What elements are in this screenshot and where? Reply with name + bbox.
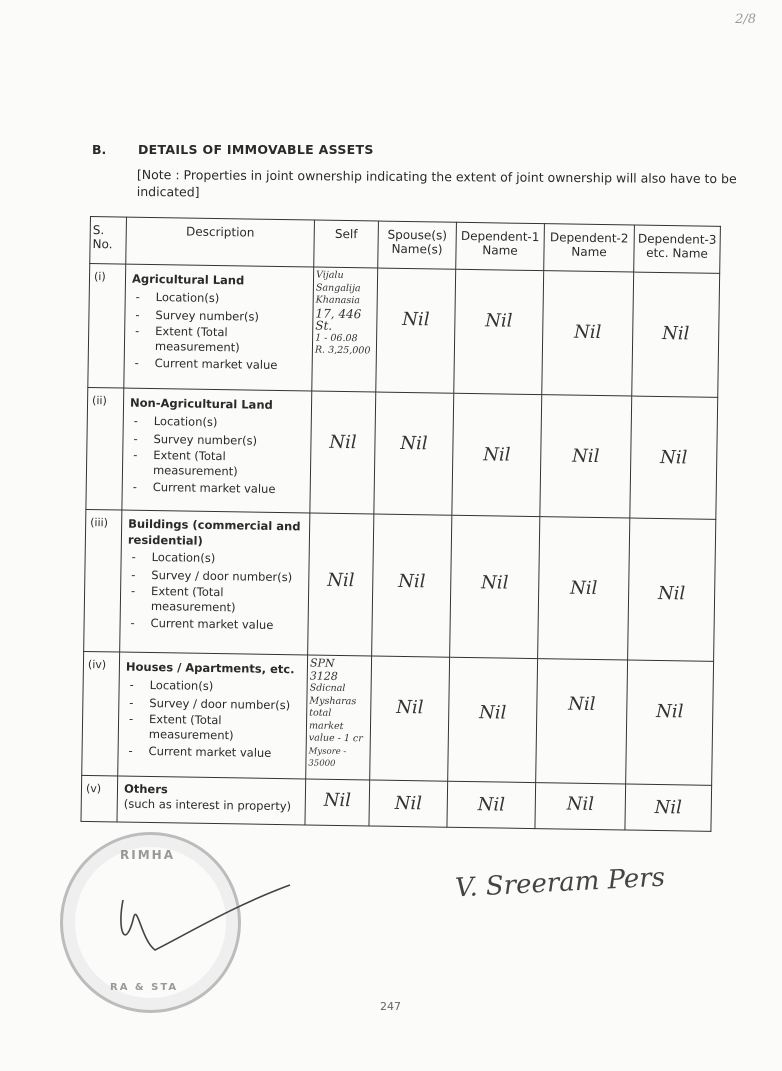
dependent-2-value: Nil [540, 395, 632, 518]
row-item: - Survey / door number(s) [127, 566, 302, 587]
dependent-2-value: Nil [542, 271, 634, 396]
row-category: Buildings (commercial and residential) [127, 516, 301, 548]
row-category: Houses / Apartments, etc. [125, 659, 295, 677]
self-value: Nil [308, 513, 374, 656]
row-sno: (ii) [86, 387, 124, 510]
row-item: - Survey / door number(s) [125, 694, 300, 715]
handwritten-line: Mysharas [309, 695, 357, 707]
row-item: - Survey number(s) [131, 306, 306, 327]
spouse-value: Nil [376, 268, 456, 393]
spouse-value: Nil [372, 514, 452, 657]
handwritten-line: Vijalu [316, 269, 344, 281]
dependent-3-value: Nil [628, 518, 716, 661]
self-value [306, 655, 372, 780]
handwritten-line: Mysore - 35000 [308, 746, 347, 769]
row-item: - Location(s) [126, 676, 301, 697]
row-sno: (i) [88, 264, 126, 389]
row-description [122, 388, 312, 513]
row-sno: (v) [81, 775, 118, 822]
seal-bottom-text: RA & STA [110, 982, 179, 993]
dependent-3-value: Nil [632, 272, 720, 397]
row-sno: (iii) [84, 509, 122, 652]
dependent-3-value: Nil [626, 660, 714, 785]
handwritten-line: 3128 [309, 669, 338, 683]
row-item: - Location(s) [130, 412, 305, 433]
handwritten-line: 1 - 06.08 [315, 332, 358, 344]
row-description [124, 264, 314, 391]
row-item: - Location(s) [132, 288, 307, 309]
header-dependent-3: Dependent-3 etc. Name [634, 225, 721, 273]
dependent-1-value: Nil [448, 657, 538, 782]
spouse-value: Nil [369, 780, 448, 827]
dependent-1-value: Nil [450, 515, 540, 658]
table-row [81, 775, 712, 831]
row-item: - Extent (Total measurement) [131, 324, 306, 357]
table-row [84, 509, 716, 661]
row-item: - Current market value [126, 614, 301, 635]
row-description [120, 510, 310, 655]
row-item: - Extent (Total measurement) [125, 712, 300, 745]
header-spouse: Spouse(s) Name(s) [378, 221, 457, 269]
handwritten-line: St. [315, 318, 333, 333]
corner-page-mark: 2/8 [735, 12, 756, 27]
table-row [88, 264, 720, 398]
handwritten-line: Sdicnal [309, 682, 346, 695]
table-row [82, 651, 714, 785]
row-item: - Current market value [124, 742, 299, 763]
header-sno: S. No. [90, 217, 127, 265]
handwritten-line: Sangalija [315, 282, 361, 294]
handwritten-line: R. 3,25,000 [314, 344, 371, 357]
dependent-3-value: Nil [630, 396, 718, 519]
handwritten-line: 17, 446 [315, 306, 362, 321]
handwritten-line: SPN [309, 656, 335, 670]
row-category: Others [123, 781, 168, 797]
header-dependent-2: Dependent-2 Name [544, 224, 635, 272]
self-value [312, 267, 378, 392]
section-title: DETAILS OF IMMOVABLE ASSETS [138, 142, 374, 157]
dependent-2-value: Nil [535, 783, 626, 830]
handwritten-line: total market [308, 707, 344, 732]
self-value: Nil [305, 779, 370, 826]
header-dependent-1: Dependent-1 Name [456, 222, 545, 270]
spouse-value: Nil [374, 392, 454, 515]
handwritten-line: value - 1 cr [308, 732, 363, 745]
dependent-3-value: Nil [625, 784, 712, 831]
table-row [86, 387, 718, 519]
row-item: - Extent (Total measurement) [129, 448, 304, 481]
section-letter: B. [92, 142, 107, 157]
row-item: - Survey number(s) [129, 430, 304, 451]
row-item: - Extent (Total measurement) [127, 584, 302, 617]
page-number: 247 [380, 1000, 401, 1013]
self-value: Nil [310, 391, 376, 514]
seal-top-text: RIMHA [120, 848, 175, 862]
signature: V. Sreeram Pers [454, 862, 666, 904]
row-item: - Current market value [129, 478, 304, 499]
bleed-through-text [120, 100, 620, 111]
seal-signature-stroke [115, 880, 295, 970]
row-description [117, 776, 306, 825]
row-description [118, 652, 308, 779]
dependent-1-value: Nil [447, 781, 536, 828]
immovable-assets-table-wrap [80, 216, 719, 832]
spouse-value: Nil [370, 656, 450, 781]
dependent-2-value: Nil [538, 517, 630, 660]
header-self: Self [314, 220, 379, 268]
handwritten-line: Khanasia [315, 294, 361, 307]
row-item: (such as interest in property) [123, 796, 292, 814]
dependent-1-value: Nil [452, 393, 542, 516]
section-note: [Note : Properties in joint ownership indicating the extent of joint ownership will also have to be indicated] [136, 166, 737, 200]
dependent-2-value: Nil [536, 659, 628, 784]
row-category: Agricultural Land [131, 271, 245, 288]
dependent-1-value: Nil [454, 269, 544, 394]
row-category: Non-Agricultural Land [129, 395, 273, 412]
immovable-assets-table [80, 216, 720, 832]
row-item: - Location(s) [128, 548, 303, 569]
row-item: - Current market value [131, 354, 306, 375]
header-description: Description [126, 217, 315, 267]
row-sno: (iv) [82, 651, 120, 776]
